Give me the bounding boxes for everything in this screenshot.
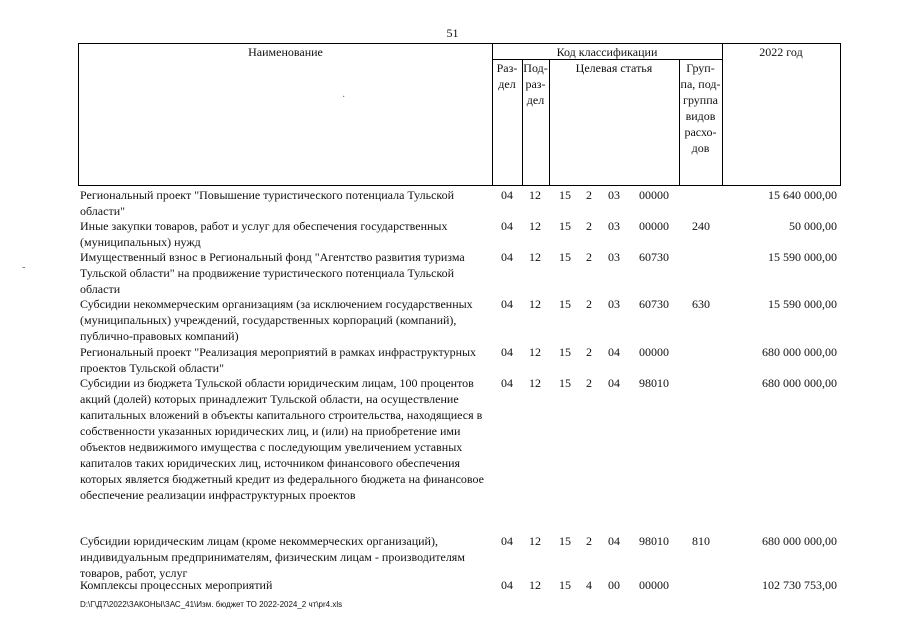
header-year: 2022 год	[759, 45, 803, 59]
target-cell-4: 00000	[639, 219, 669, 233]
header-name: Наименование	[248, 45, 323, 59]
razdel-cell: 04	[501, 534, 513, 548]
target-cell-1: 15	[559, 376, 571, 390]
row-name: Субсидии некоммерческим организациям (за исключением государственных (муниципальных) учреждений, государственных корпораций (компаний), публично-правовых компаний)	[80, 297, 473, 343]
target-cell-4: 60730	[639, 250, 669, 264]
amount-cell: 15 640 000,00	[768, 188, 837, 202]
target-cell-2: 4	[586, 578, 592, 592]
razdel-cell: 04	[501, 578, 513, 592]
col-divider	[549, 60, 550, 185]
podrazdel-cell: 12	[529, 376, 541, 390]
row-name: Комплексы процессных мероприятий	[80, 578, 273, 592]
group-cell: 810	[692, 534, 710, 548]
amount-cell: 15 590 000,00	[768, 250, 837, 264]
row-name: Региональный проект "Повышение туристического потенциала Тульской области"	[80, 188, 455, 218]
table-header	[78, 43, 841, 186]
scan-dot: -	[22, 262, 26, 273]
target-cell-2: 2	[586, 250, 592, 264]
amount-cell: 680 000 000,00	[762, 376, 837, 390]
target-cell-4: 60730	[639, 297, 669, 311]
podrazdel-cell: 12	[529, 250, 541, 264]
col-divider	[722, 44, 723, 185]
razdel-cell: 04	[501, 250, 513, 264]
page-number: 51	[446, 26, 459, 40]
target-cell-2: 2	[586, 376, 592, 390]
header-podrazdel: Под- раз- дел	[523, 61, 548, 107]
row-name: Субсидии из бюджета Тульской области юридическим лицам, 100 процентов акций (долей) которых принадлежит Тульской области, на осуществление капитальных вложений в объекты капитального строительства, находящиеся в собственности указанных юридических лиц, и (или) на приобретение ими объектов недвижимого имущества с последующим увеличением уставных капиталов таких юридических лиц, источником финансового обеспечения которых является бюджетный кредит из федерального бюджета на финансовое обеспечение реализации инфраструктурных проектов	[80, 376, 484, 502]
podrazdel-cell: 12	[529, 297, 541, 311]
row-name: Субсидии юридическим лицам (кроме некоммерческих организаций), индивидуальным предпринимателям, физическим лицам - производителям товаров, работ, услуг	[80, 534, 465, 580]
header-code-group: Код классификации	[556, 45, 658, 59]
target-cell-3: 04	[608, 534, 620, 548]
header-group: Груп- па, под- группа видов расхо- дов	[680, 61, 721, 155]
header-razdel: Раз- дел	[496, 61, 518, 91]
razdel-cell: 04	[501, 188, 513, 202]
podrazdel-cell: 12	[529, 534, 541, 548]
amount-cell: 15 590 000,00	[768, 297, 837, 311]
razdel-cell: 04	[501, 345, 513, 359]
header-target: Целевая статья	[575, 61, 653, 75]
target-cell-2: 2	[586, 297, 592, 311]
target-cell-2: 2	[586, 534, 592, 548]
target-cell-3: 04	[608, 345, 620, 359]
target-cell-3: 04	[608, 376, 620, 390]
target-cell-4: 98010	[639, 376, 669, 390]
razdel-cell: 04	[501, 219, 513, 233]
group-cell: 240	[692, 219, 710, 233]
target-cell-4: 98010	[639, 534, 669, 548]
group-cell: 630	[692, 297, 710, 311]
target-cell-4: 00000	[639, 188, 669, 202]
amount-cell: 680 000 000,00	[762, 345, 837, 359]
razdel-cell: 04	[501, 376, 513, 390]
target-cell-3: 03	[608, 297, 620, 311]
target-cell-1: 15	[559, 534, 571, 548]
file-path-footer: D:\Г\Д7\2022\ЗАКОНЫ\ЗАС_41\Изм. бюджет ТО 2022-2024_2 чт\pr4.xls	[80, 600, 343, 609]
podrazdel-cell: 12	[529, 345, 541, 359]
amount-cell: 50 000,00	[789, 219, 837, 233]
row-name: Имущественный взнос в Региональный фонд "Агентство развития туризма Тульской области" на продвижение туристического потенциала Тульской области	[80, 250, 465, 296]
target-cell-3: 03	[608, 250, 620, 264]
row-name: Региональный проект "Реализация мероприятий в рамках инфраструктурных проектов Тульской области"	[80, 345, 477, 375]
target-cell-1: 15	[559, 188, 571, 202]
target-cell-2: 2	[586, 188, 592, 202]
target-cell-2: 2	[586, 345, 592, 359]
target-cell-4: 00000	[639, 345, 669, 359]
target-cell-1: 15	[559, 345, 571, 359]
target-cell-4: 00000	[639, 578, 669, 592]
target-cell-3: 03	[608, 188, 620, 202]
row-name: Иные закупки товаров, работ и услуг для обеспечения государственных (муниципальных) нужд	[80, 219, 448, 249]
target-cell-1: 15	[559, 250, 571, 264]
target-cell-1: 15	[559, 297, 571, 311]
amount-cell: 680 000 000,00	[762, 534, 837, 548]
razdel-cell: 04	[501, 297, 513, 311]
podrazdel-cell: 12	[529, 578, 541, 592]
target-cell-3: 00	[608, 578, 620, 592]
target-cell-2: 2	[586, 219, 592, 233]
scan-dot: ·	[342, 92, 346, 103]
amount-cell: 102 730 753,00	[762, 578, 837, 592]
target-cell-1: 15	[559, 219, 571, 233]
target-cell-1: 15	[559, 578, 571, 592]
target-cell-3: 03	[608, 219, 620, 233]
podrazdel-cell: 12	[529, 219, 541, 233]
podrazdel-cell: 12	[529, 188, 541, 202]
